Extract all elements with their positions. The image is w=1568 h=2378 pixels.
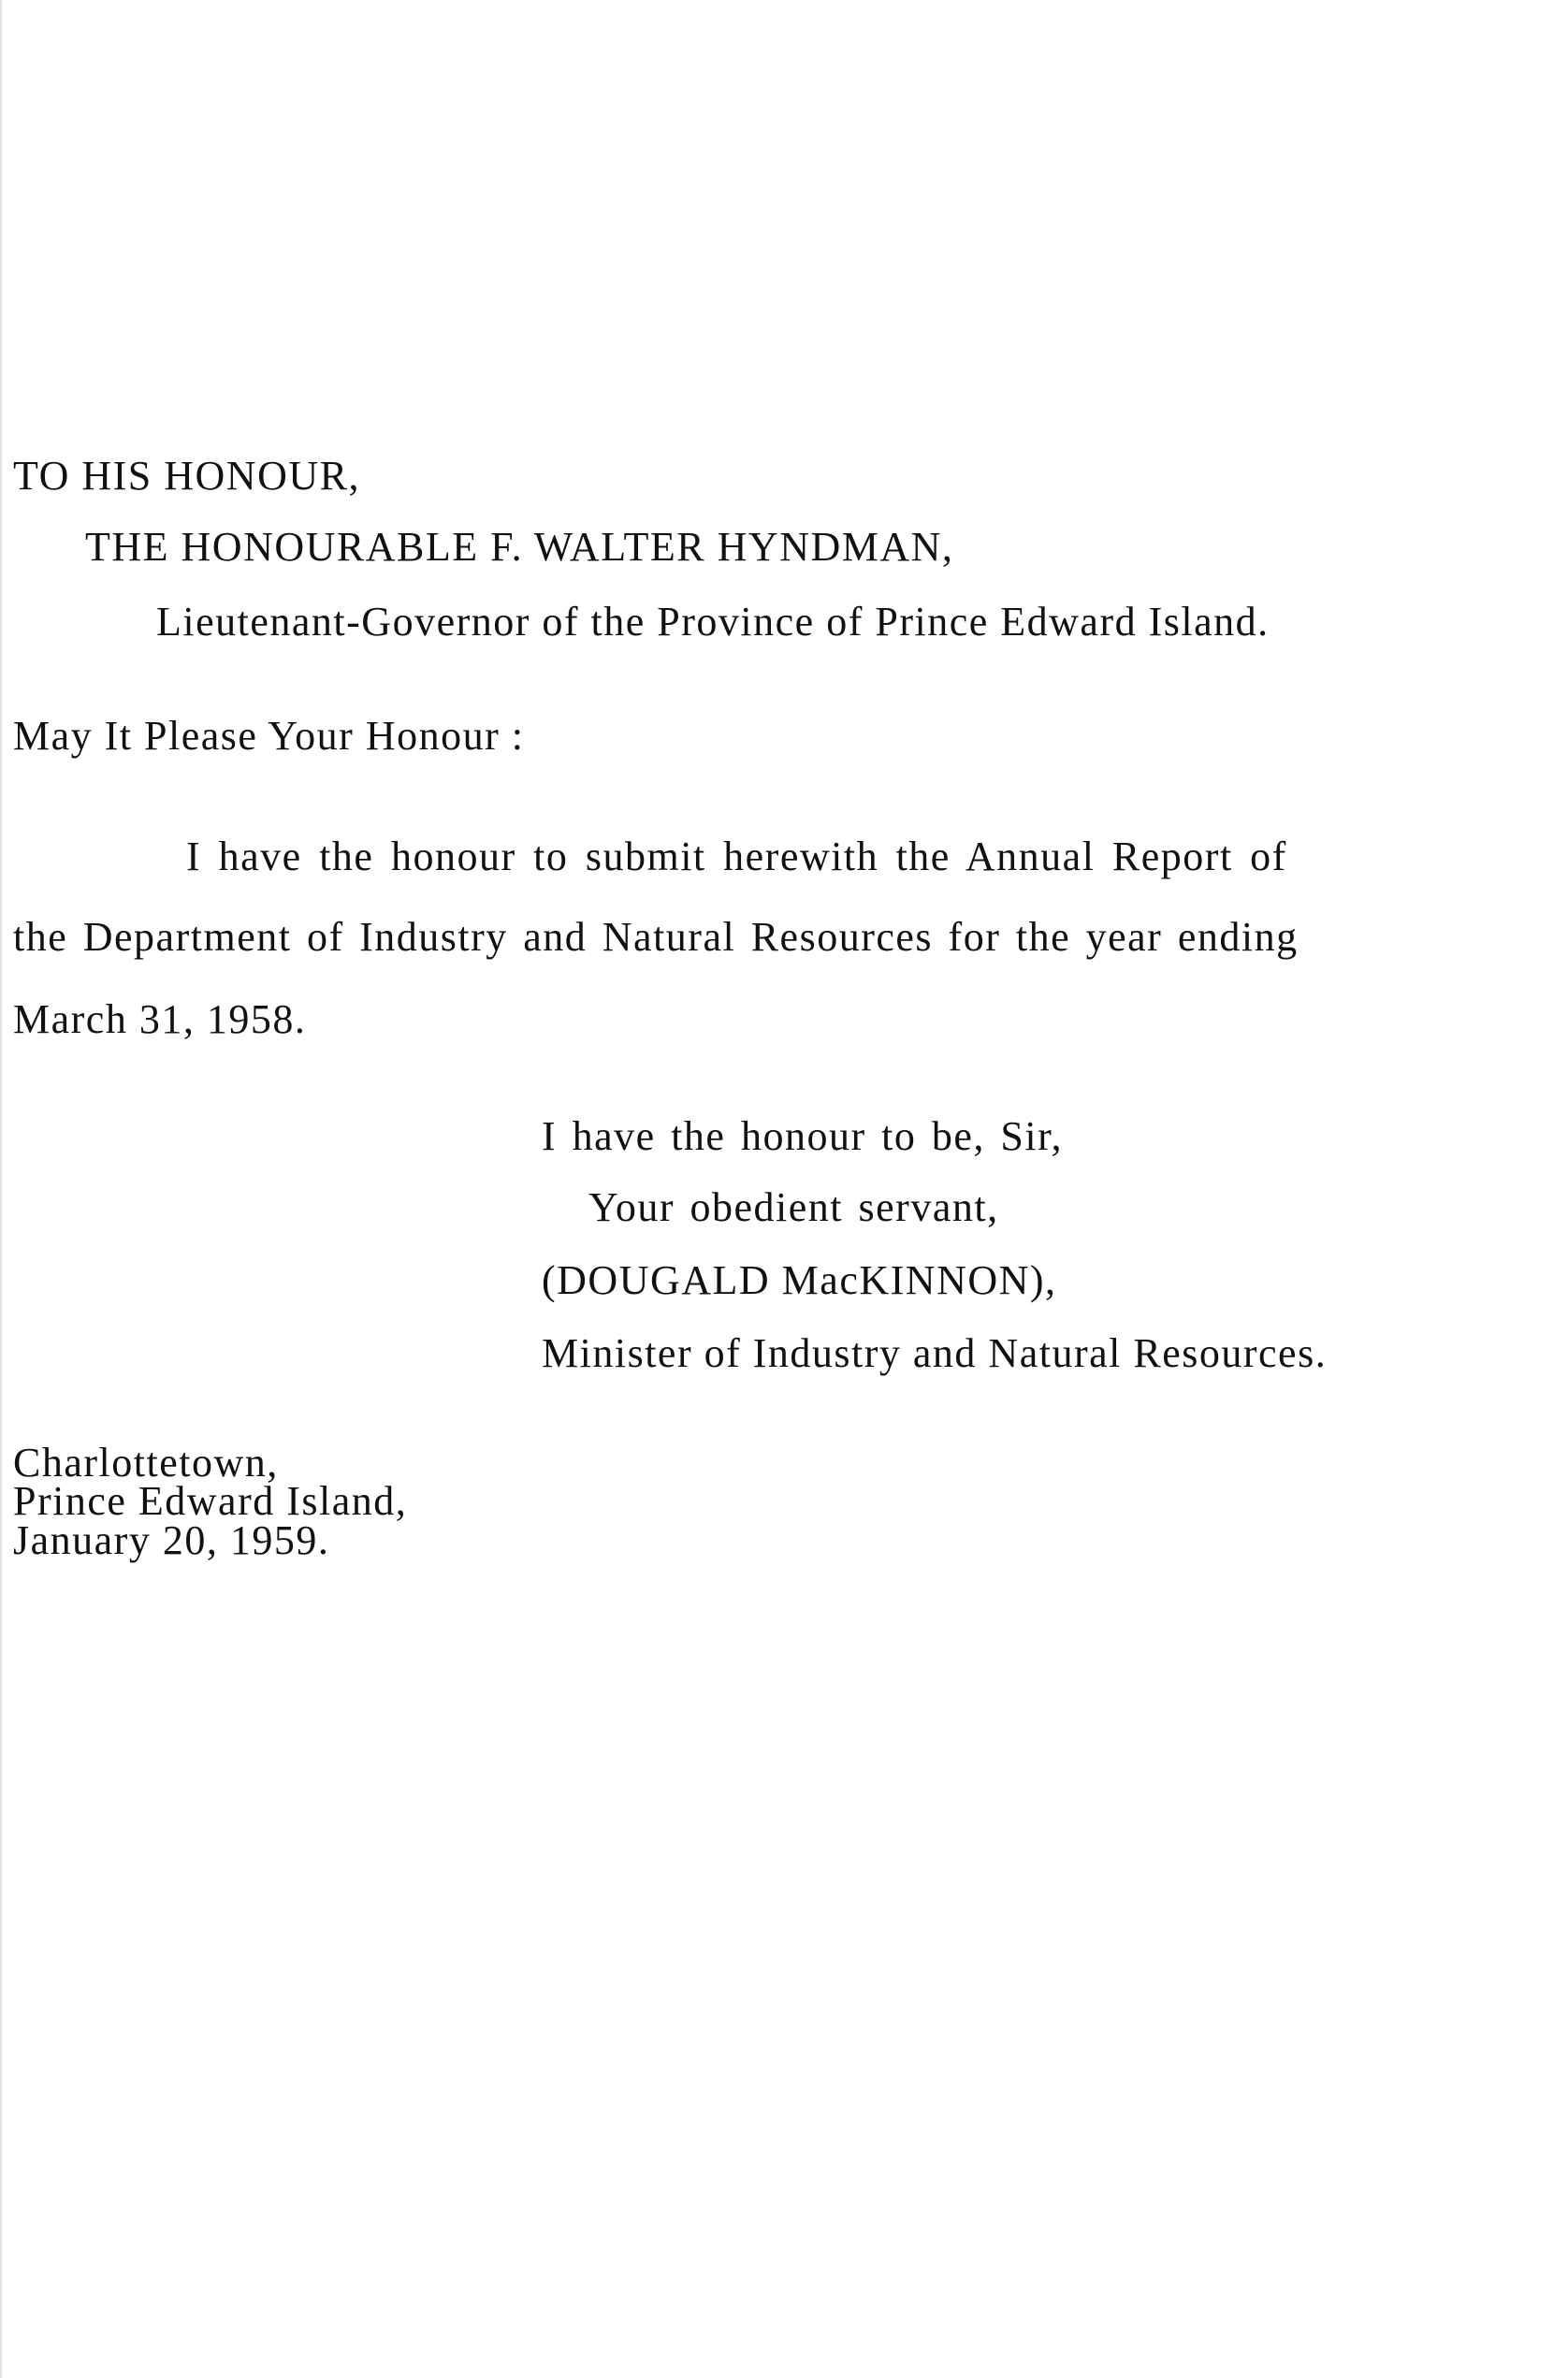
place-line-1: Charlottetown,: [13, 1440, 279, 1486]
body-line-2: the Department of Industry and Natural Resources for the year ending: [13, 914, 1299, 960]
closing-line-1: I have the honour to be, Sir,: [542, 1113, 1063, 1159]
body-line-1: I have the honour to submit herewith the Annual Report of: [186, 834, 1287, 879]
body-line-3: March 31, 1958.: [13, 996, 307, 1042]
date-line: January 20, 1959.: [13, 1517, 330, 1563]
addressee-line: TO HIS HONOUR,: [13, 453, 360, 499]
honourable-line: THE HONOURABLE F. WALTER HYNDMAN,: [85, 524, 954, 570]
page-edge-shadow: [0, 0, 3, 2378]
place-line-2: Prince Edward Island,: [13, 1478, 408, 1524]
closing-line-2: Your obedient servant,: [588, 1184, 999, 1230]
signatory-title: Minister of Industry and Natural Resources.: [542, 1330, 1328, 1376]
salutation: May It Please Your Honour :: [13, 713, 525, 759]
signatory-name: (DOUGALD MacKINNON),: [542, 1257, 1057, 1303]
lieutenant-governor-line: Lieutenant-Governor of the Province of Prince Edward Island.: [156, 599, 1270, 645]
